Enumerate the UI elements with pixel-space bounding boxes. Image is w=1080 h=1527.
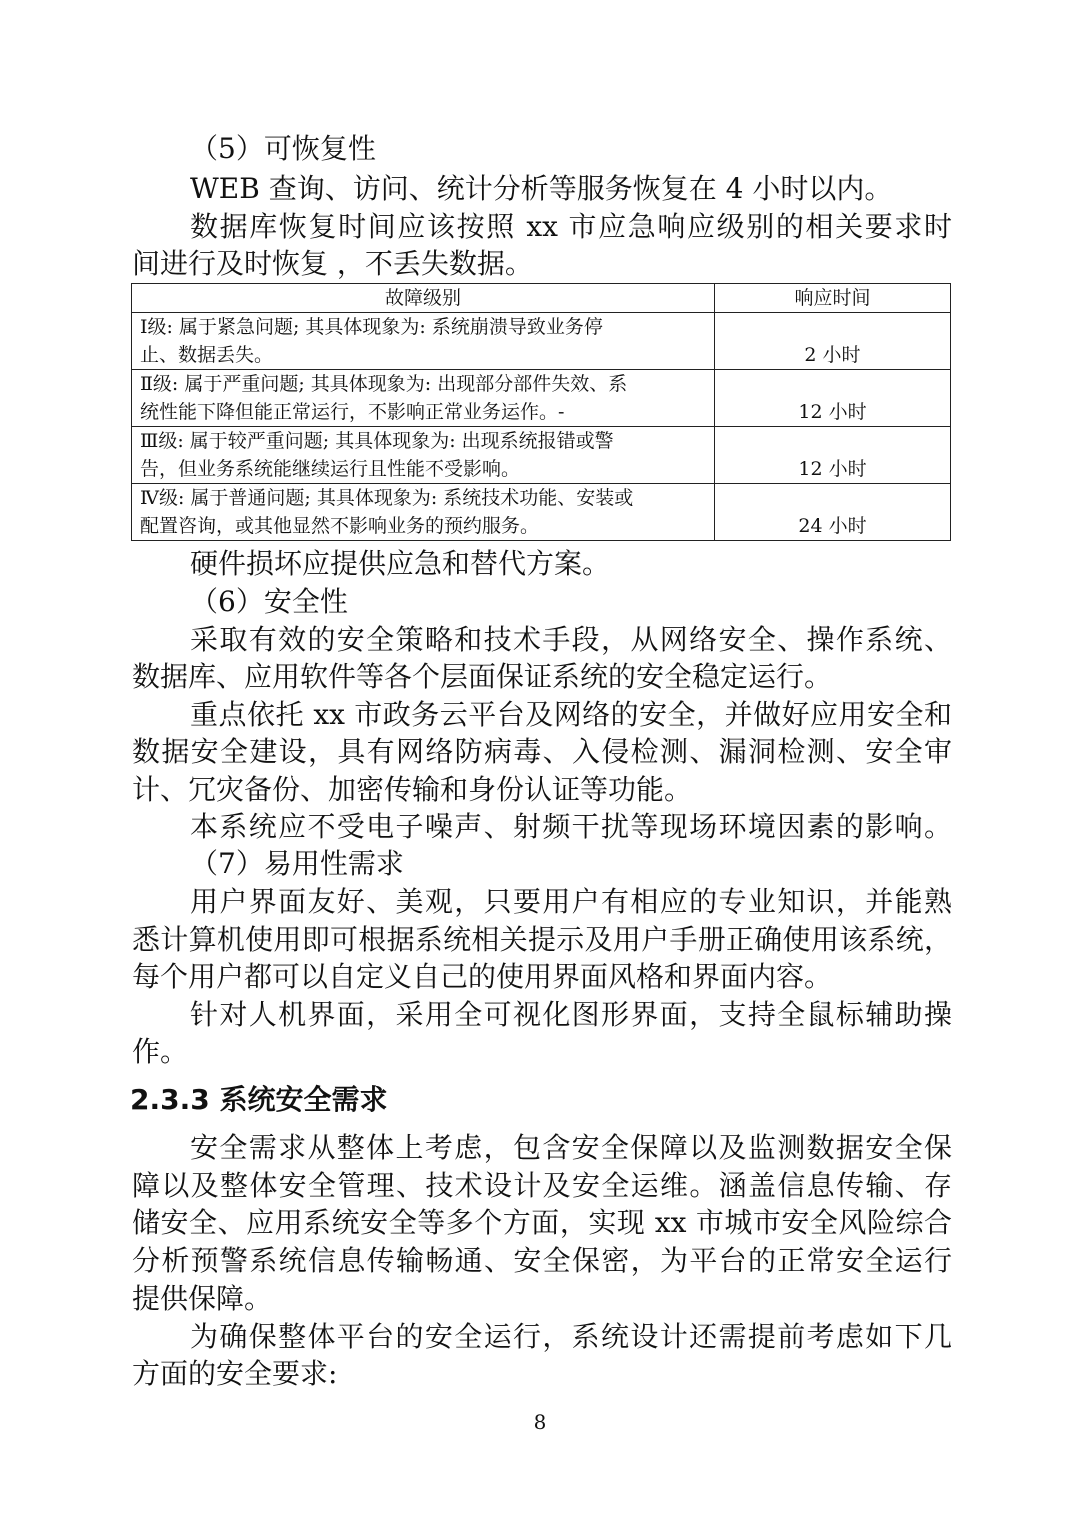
header-fault-level: 故障级别: [132, 284, 715, 313]
page-number: 8: [533, 1410, 547, 1434]
section-7-paragraph-1-line-1: 用户界面友好、美观，只要用户有相应的专业知识，并能熟: [190, 885, 952, 918]
section-7-paragraph-1-line-3: 每个用户都可以自定义自己的使用界面风格和界面内容。: [132, 960, 833, 993]
section-2-3-3-paragraph-1-line-4: 分析预警系统信息传输畅通、安全保密，为平台的正常安全运行: [132, 1244, 952, 1277]
section-6-paragraph-2-line-2: 数据安全建设，具有网络防病毒、入侵检测、漏洞检测、安全审: [132, 735, 952, 768]
section-2-3-3-paragraph-1-line-5: 提供保障。: [132, 1282, 273, 1315]
fault-description: Ⅲ级: 属于较严重问题; 其具体现象为: 出现系统报错或警 告，但业务系统能继续运行且性能不受影响。: [132, 427, 715, 484]
section-2-3-3-paragraph-1-line-3: 储安全、应用系统安全等多个方面，实现 xx 市城市安全风险综合: [132, 1206, 952, 1239]
header-response-time: 响应时间: [715, 284, 951, 313]
section-7-paragraph-2-line-1: 针对人机界面，采用全可视化图形界面，支持全鼠标辅助操: [190, 998, 952, 1031]
table-row: [132, 313, 951, 370]
section-7-paragraph-1-line-2: 悉计算机使用即可根据系统相关提示及用户手册正确使用该系统，: [132, 923, 952, 956]
section-5-paragraph-2-line-1: 数据库恢复时间应该按照 xx 市应急响应级别的相关要求时: [190, 210, 952, 243]
table-row: [132, 427, 951, 484]
fault-description: Ⅳ级: 属于普通问题; 其具体现象为: 系统技术功能、安装或 配置咨询，或其他显然不影响业务的预约服务。: [132, 484, 715, 541]
table-row: [132, 370, 951, 427]
table-header-row: [132, 284, 951, 313]
section-2-3-3-paragraph-2-line-1: 为确保整体平台的安全运行，系统设计还需提前考虑如下几: [190, 1320, 952, 1353]
table-row: [132, 484, 951, 541]
section-2-3-3-paragraph-1-line-2: 障以及整体安全管理、技术设计及安全运维。涵盖信息传输、存: [132, 1169, 952, 1202]
section-5-paragraph-2-line-2: 间进行及时恢复 ，不丢失数据。: [132, 247, 533, 280]
section-6-paragraph-3: 本系统应不受电子噪声、射频干扰等现场环境因素的影响。: [190, 810, 952, 843]
fault-level-table: [131, 283, 951, 541]
hardware-note: 硬件损坏应提供应急和替代方案。: [190, 547, 611, 580]
section-2-3-3-paragraph-2-line-2: 方面的安全要求:: [132, 1357, 338, 1390]
fault-description: Ⅱ级: 属于严重问题; 其具体现象为: 出现部分部件失效、系 统性能下降但能正常运行，不影响正常业务运作。-: [132, 370, 715, 427]
section-6-paragraph-1-line-1: 采取有效的安全策略和技术手段，从网络安全、操作系统、: [190, 623, 952, 656]
section-5-title: （5）可恢复性: [190, 132, 376, 165]
response-time: 12 小时: [715, 370, 951, 427]
section-6-paragraph-2-line-1: 重点依托 xx 市政务云平台及网络的安全，并做好应用安全和: [190, 698, 952, 731]
section-2-3-3-paragraph-1-line-1: 安全需求从整体上考虑，包含安全保障以及监测数据安全保: [190, 1131, 952, 1164]
response-time: 2 小时: [715, 313, 951, 370]
section-7-paragraph-2-line-2: 作。: [132, 1035, 189, 1068]
section-2-3-3-heading: 2.3.3 系统安全需求: [130, 1083, 388, 1116]
response-time: 12 小时: [715, 427, 951, 484]
section-7-title: （7）易用性需求: [190, 847, 404, 880]
response-time: 24 小时: [715, 484, 951, 541]
section-6-paragraph-2-line-3: 计、冗灾备份、加密传输和身份认证等功能。: [132, 773, 693, 806]
fault-description: Ⅰ级: 属于紧急问题; 其具体现象为: 系统崩溃导致业务停 止、数据丢失。: [132, 313, 715, 370]
section-6-title: （6）安全性: [190, 585, 348, 618]
section-6-paragraph-1-line-2: 数据库、应用软件等各个层面保证系统的安全稳定运行。: [132, 660, 833, 693]
section-5-paragraph-1: WEB 查询、访问、统计分析等服务恢复在 4 小时以内。: [190, 172, 893, 205]
